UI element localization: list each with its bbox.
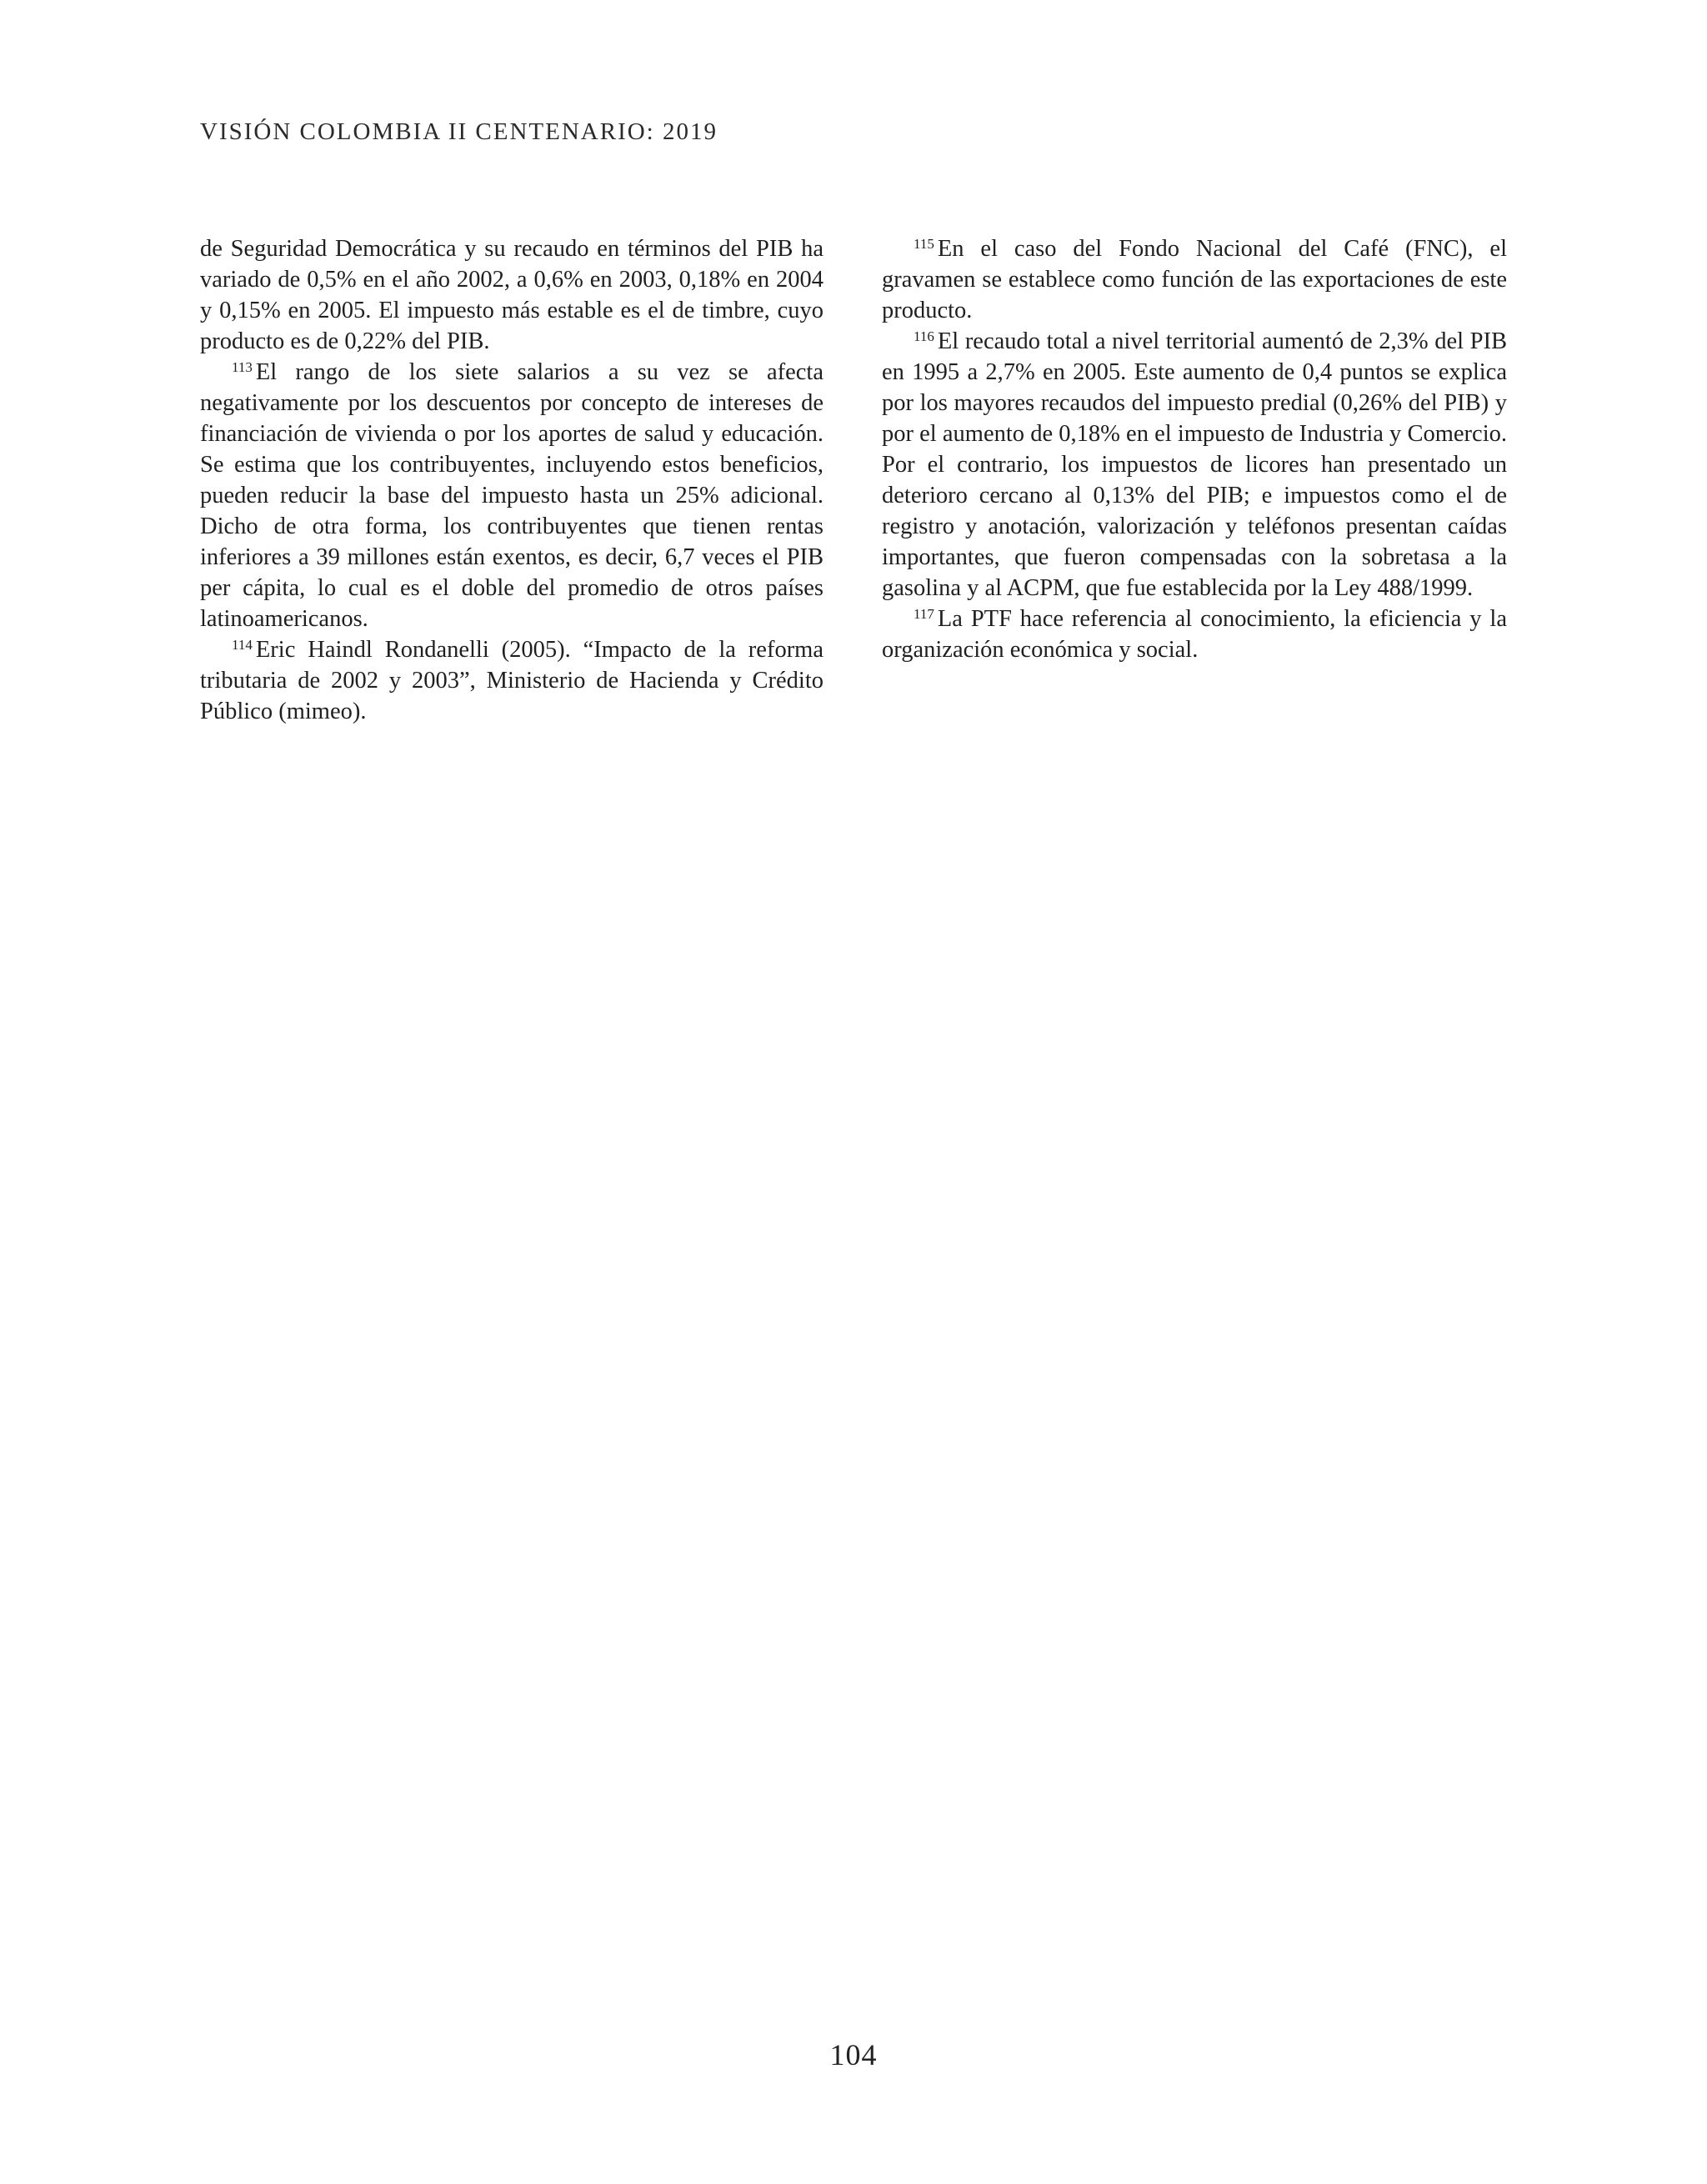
footnote-text: El recaudo total a nivel territorial aumentó de 2,3% del PIB en 1995 a 2,7% en 2005. Este aumento de 0,4 puntos se explica por los mayores recaudos del impuesto predial (0,26% del PIB) y por el aumento de 0,18% en el impuesto de Industria y Comercio. Por el contrario, los impuestos de licores han presentado un deterioro cercano al 0,13% del PIB; e impuestos como el de registro y anotación, valorización y teléfonos presentan caídas importantes, que fueron compensadas con la sobretasa a la gasolina y al ACPM, que fue establecida por la Ley 488/1999. [882, 328, 1507, 601]
footnote-number: 116 [914, 328, 934, 344]
right-column [882, 233, 1507, 665]
footnote-text: El rango de los siete salarios a su vez se afecta negativamente por los descuentos por concepto de intereses de financiación de vivienda o por los aportes de salud y educación. Se estima que los contribuyentes, incluyendo estos beneficios, pueden reducir la base del impuesto hasta un 25% adicional. Dicho de otra forma, los contribuyentes que tienen rentas inferiores a 39 millones están exentos, es decir, 6,7 veces el PIB per cápita, lo cual es el doble del promedio de otros países latinoamericanos. [200, 359, 823, 632]
footnote-117 [882, 604, 1507, 665]
running-head: VISIÓN COLOMBIA II CENTENARIO: 2019 [200, 118, 718, 145]
footnote-number: 114 [232, 637, 253, 653]
footnote-text: En el caso del Fondo Nacional del Café (FNC), el gravamen se establece como función de las exportaciones de este producto. [882, 236, 1507, 323]
footnote-116 [882, 326, 1507, 604]
footnote-number: 117 [914, 606, 934, 622]
page-number: 104 [829, 2038, 878, 2071]
footnote-text: Eric Haindl Rondanelli (2005). “Impacto de la reforma tributaria de 2002 y 2003”, Ministerio de Hacienda y Crédito Público (mimeo). [200, 637, 823, 724]
footnote-text: La PTF hace referencia al conocimiento, la eficiencia y la organización económica y social. [882, 606, 1507, 663]
footnote-114 [200, 634, 823, 727]
footnote-113 [200, 357, 823, 634]
footnote-number: 113 [232, 359, 253, 375]
footnote-number: 115 [914, 236, 934, 252]
left-column [200, 233, 823, 727]
continuation-paragraph: de Seguridad Democrática y su recaudo en términos del PIB ha variado de 0,5% en el año 2002, a 0,6% en 2003, 0,18% en 2004 y 0,15% en 2005. El impuesto más estable es el de timbre, cuyo producto es de 0,22% del PIB. [200, 236, 823, 354]
footnote-115 [882, 233, 1507, 326]
